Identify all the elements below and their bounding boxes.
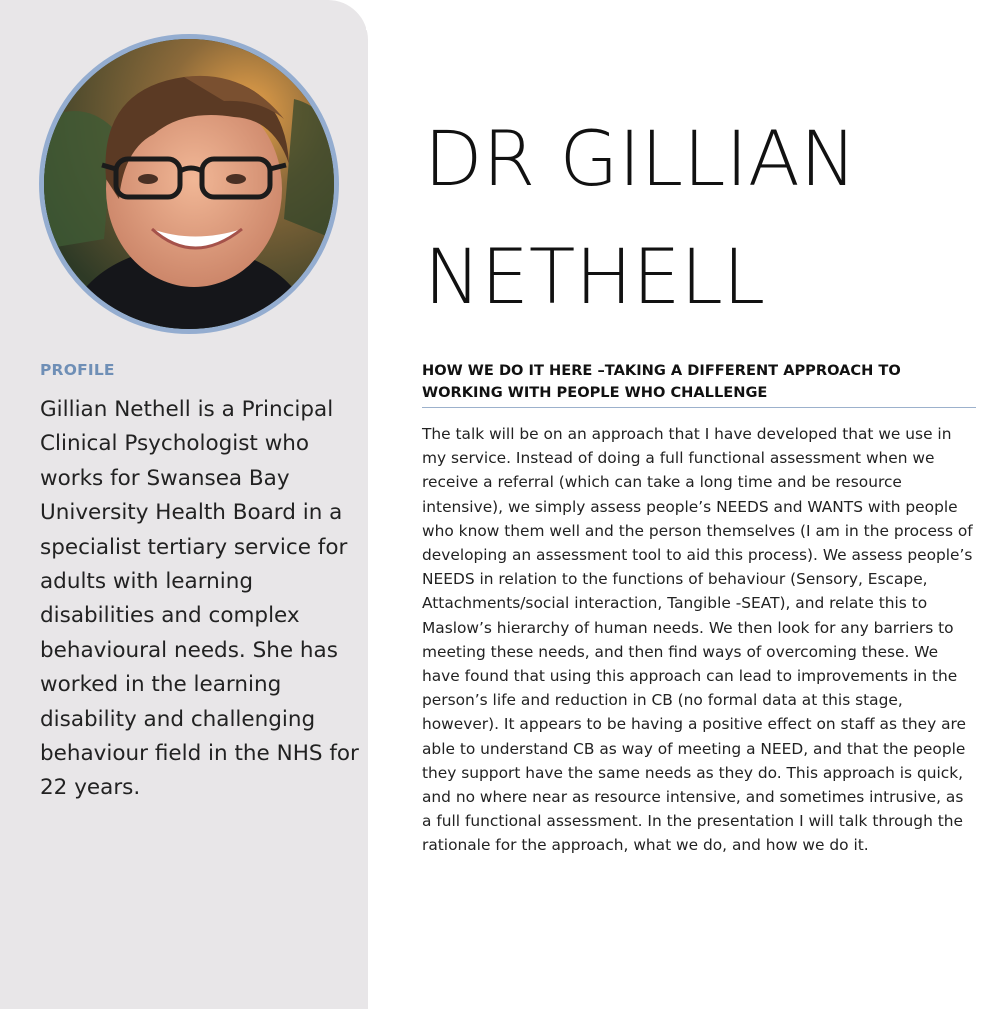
profile-heading: PROFILE xyxy=(40,361,115,379)
sidebar-corner xyxy=(366,0,380,30)
speaker-photo xyxy=(39,34,339,334)
portrait-image xyxy=(44,39,334,329)
talk-abstract: The talk will be on an approach that I have developed that we use in my service. Instead of doing a full functional assessment when we receive a referral (which can take a long time and be resource intensive), we simply assess people’s NEEDS and WANTS with people who know them well and the person themselves (I am in the process of developing an assessment tool to aid this process). We assess people’s NEEDS in relation to the functions of behaviour (Sensory, Escape, Attachments/social interaction, Tangible -SEAT), and relate this to Maslow’s hierarchy of human needs. We then look for any barriers to meeting these needs, and then find ways of overcoming these. We have found that using this approach can lead to improvements in the person’s life and reduction in CB (no formal data at this stage, however). It appears to be having a positive effect on staff as they are able to understand CB as way of meeting a NEED, and that the people they support have the same needs as they do. This approach is quick, and no where near as resource intensive, and sometimes intrusive, as a full functional assessment. In the presentation I will talk through the rationale for the approach, what we do, and how we do it. xyxy=(422,425,973,855)
talk-title: HOW WE DO IT HERE –TAKING A DIFFERENT APPROACH TO WORKING WITH PEOPLE WHO CHALLENGE xyxy=(422,360,976,408)
speaker-name-line2: NETHELL xyxy=(424,232,766,321)
profile-description: Gillian Nethell is a Principal Clinical Psychologist who works for Swansea Bay University Health Board in a specialist tertiary service for adults with learning disabilities and complex behavioural needs. She has worked in the learning disability and challenging behaviour field in the NHS for 22 years. xyxy=(40,397,359,801)
speaker-name xyxy=(424,100,984,336)
speaker-name-line1: DR GILLIAN xyxy=(424,114,857,203)
